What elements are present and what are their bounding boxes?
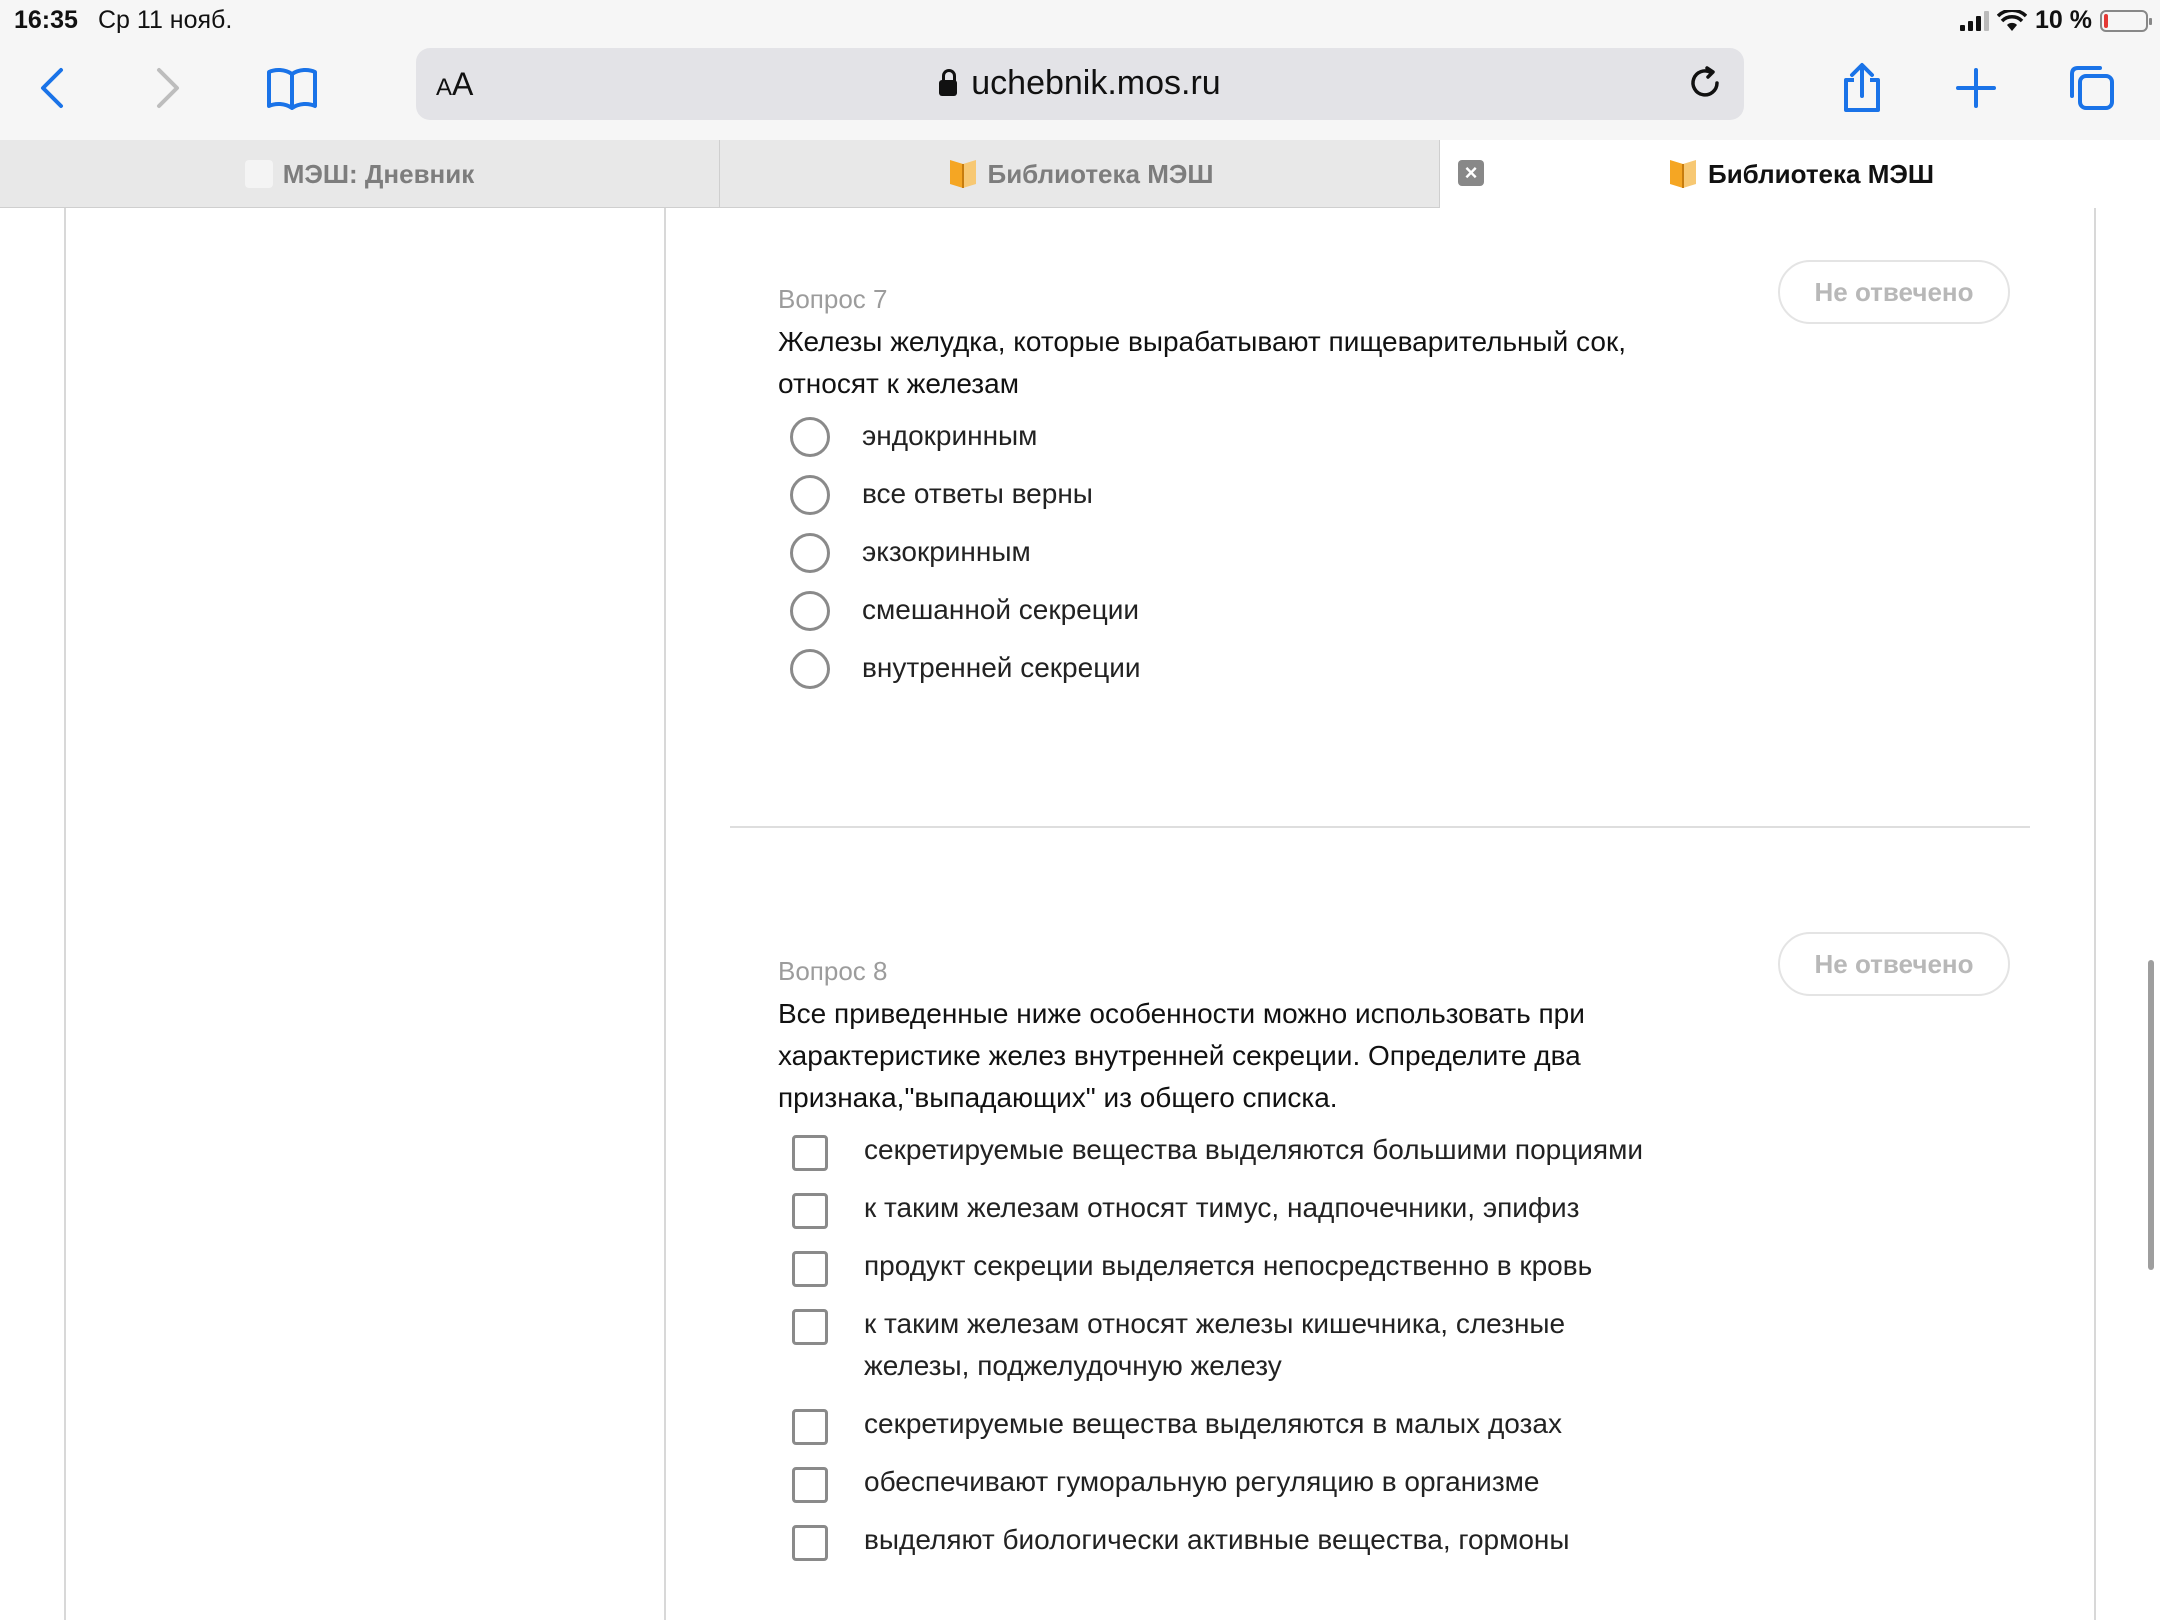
plus-icon — [1956, 68, 1996, 108]
status-date: Ср 11 нояб. — [98, 6, 233, 34]
back-button[interactable] — [22, 58, 82, 118]
book-icon — [265, 66, 319, 110]
question-divider — [730, 826, 2030, 828]
answer-option[interactable] — [778, 1303, 1678, 1387]
answer-option[interactable] — [778, 647, 1738, 689]
option-label: секретируемые вещества выделяются большими порциями — [864, 1134, 1643, 1165]
option-label: экзокринным — [862, 536, 1031, 567]
answer-option[interactable] — [778, 1245, 1738, 1287]
cellular-signal-icon — [1960, 11, 1989, 31]
status-bar — [0, 0, 2160, 40]
share-icon — [1840, 62, 1884, 114]
address-bar[interactable] — [416, 48, 1744, 120]
option-label: секретируемые вещества выделяются в малых дозах — [864, 1408, 1562, 1439]
forward-button[interactable] — [138, 58, 198, 118]
tab-strip — [0, 140, 2160, 208]
tab-mesh-diary[interactable] — [0, 140, 720, 208]
answer-option[interactable] — [778, 1519, 1738, 1561]
option-label: все ответы верны — [862, 478, 1093, 509]
status-badge: Не отвечено — [1778, 260, 2010, 324]
answer-option[interactable] — [778, 589, 1738, 631]
checkbox[interactable] — [792, 1193, 828, 1229]
answer-options — [778, 415, 1738, 689]
checkbox[interactable] — [792, 1135, 828, 1171]
browser-toolbar — [0, 40, 2160, 140]
answer-option[interactable] — [778, 1461, 1738, 1503]
option-label: обеспечивают гуморальную регуляцию в организме — [864, 1466, 1540, 1497]
right-border — [2094, 208, 2096, 1620]
option-label: выделяют биологически активные вещества, гормоны — [864, 1524, 1570, 1555]
question-text: Все приведенные ниже особенности можно использовать при характеристике желез внутренней секреции. Определите два признака,"выпадающих" из общего списка. — [778, 998, 1585, 1113]
chevron-right-icon — [153, 66, 183, 110]
radio-button[interactable] — [790, 475, 830, 515]
bookmarks-button[interactable] — [262, 58, 322, 118]
answer-option[interactable] — [778, 1129, 1738, 1171]
tab-label: Библиотека МЭШ — [987, 158, 1214, 189]
sidebar-divider — [664, 208, 666, 1620]
battery-icon — [2100, 10, 2148, 32]
checkbox[interactable] — [792, 1525, 828, 1561]
reload-icon[interactable] — [1686, 64, 1724, 102]
chevron-left-icon — [37, 66, 67, 110]
close-tab-icon[interactable]: × — [1458, 160, 1484, 186]
checkbox[interactable] — [792, 1409, 828, 1445]
radio-button[interactable] — [790, 417, 830, 457]
checkbox[interactable] — [792, 1467, 828, 1503]
open-book-icon — [1666, 158, 1700, 190]
radio-button[interactable] — [790, 591, 830, 631]
tab-mesh-library-active[interactable] — [1440, 140, 2160, 208]
radio-button[interactable] — [790, 649, 830, 689]
left-border — [64, 208, 66, 1620]
tabs-icon — [2068, 64, 2116, 112]
answer-option[interactable] — [778, 415, 1738, 457]
lock-icon — [939, 80, 957, 96]
checkbox[interactable] — [792, 1251, 828, 1287]
answer-option[interactable] — [778, 531, 1738, 573]
tabs-overview-button[interactable] — [2062, 58, 2122, 118]
reader-text-size-button[interactable]: AA — [436, 66, 474, 102]
new-tab-button[interactable] — [1946, 58, 2006, 118]
answer-option[interactable] — [778, 1403, 1738, 1445]
option-label: внутренней секреции — [862, 652, 1141, 683]
status-time: 16:35 — [14, 6, 78, 34]
question-8 — [778, 956, 1738, 1577]
question-7 — [778, 284, 1738, 705]
status-badge: Не отвечено — [1778, 932, 2010, 996]
page-content — [0, 208, 2160, 1620]
open-book-icon — [946, 158, 980, 190]
battery-percent: 10 % — [2035, 6, 2092, 34]
battery-level — [2104, 14, 2108, 28]
scrollbar[interactable] — [2148, 960, 2154, 1270]
answer-option[interactable] — [778, 473, 1738, 515]
status-indicators — [1960, 6, 2148, 35]
option-label: к таким железам относят тимус, надпочечники, эпифиз — [864, 1192, 1580, 1223]
option-label: продукт секреции выделяется непосредственно в кровь — [864, 1250, 1593, 1281]
question-number: Вопрос 8 — [778, 956, 888, 986]
answer-options — [778, 1129, 1738, 1561]
checkbox[interactable] — [792, 1309, 828, 1345]
option-label: смешанной секреции — [862, 594, 1140, 625]
url-text[interactable]: uchebnik.mos.ru — [416, 64, 1744, 103]
option-label: к таким железам относят железы кишечника, слезные железы, поджелудочную железу — [864, 1308, 1566, 1381]
radio-button[interactable] — [790, 533, 830, 573]
wifi-icon — [1997, 10, 2027, 32]
answer-option[interactable] — [778, 1187, 1738, 1229]
tab-label: МЭШ: Дневник — [282, 158, 475, 189]
page-icon — [245, 160, 273, 188]
question-text: Железы желудка, которые вырабатывают пищеварительный сок, относят к железам — [778, 326, 1626, 399]
question-number: Вопрос 7 — [778, 284, 888, 314]
option-label: эндокринным — [862, 420, 1038, 451]
tab-mesh-library[interactable] — [720, 140, 1440, 208]
tab-label: Библиотека МЭШ — [1708, 158, 1934, 189]
share-button[interactable] — [1832, 58, 1892, 118]
